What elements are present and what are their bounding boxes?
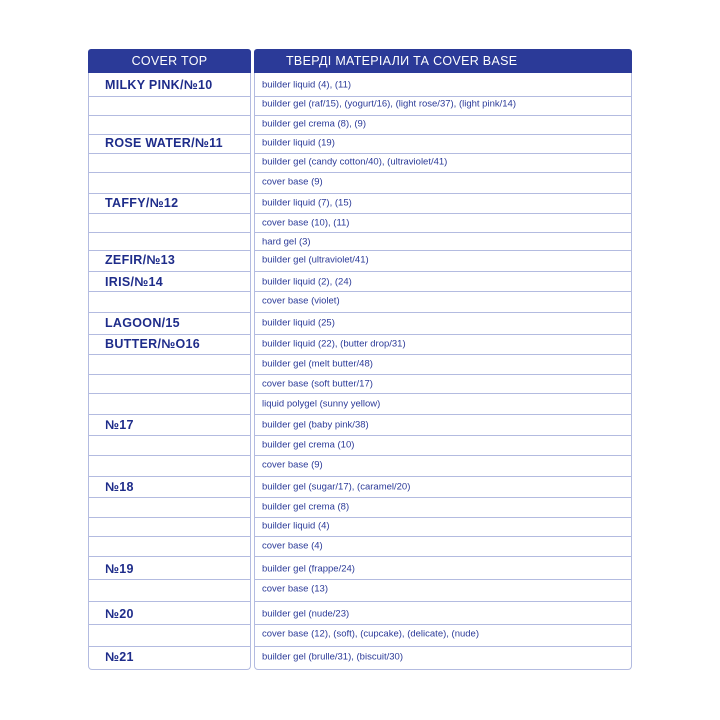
row-divider-cover: [88, 271, 251, 272]
material-entry: builder gel (ultraviolet/41): [262, 254, 369, 266]
row-divider-material: [254, 250, 632, 251]
row-divider-material: [254, 334, 632, 335]
row-divider-cover: [88, 193, 251, 194]
row-divider-material: [254, 517, 632, 518]
header-cover-top: COVER TOP: [88, 49, 251, 73]
row-divider-cover: [88, 374, 251, 375]
cover-top-name: LAGOON/15: [105, 316, 180, 330]
material-entry: cover base (12), (soft), (cupcake), (delicate), (nude): [262, 628, 480, 640]
row-divider-cover: [88, 414, 251, 415]
row-divider-cover: [88, 624, 251, 625]
material-entry: builder gel (raf/15), (yogurt/16), (light rose/37), (light pink/14): [262, 98, 516, 110]
row-divider-cover: [88, 393, 251, 394]
row-divider-material: [254, 601, 632, 602]
cover-top-name: MILKY PINK/№10: [105, 78, 213, 92]
material-entry: builder gel (melt butter/48): [262, 358, 373, 370]
row-divider-material: [254, 579, 632, 580]
row-divider-material: [254, 213, 632, 214]
row-divider-material: [254, 354, 632, 355]
material-entry: builder gel (brulle/31), (biscuit/30): [262, 651, 403, 663]
row-divider-cover: [88, 455, 251, 456]
row-divider-material: [254, 134, 632, 135]
row-divider-cover: [88, 556, 251, 557]
cover-top-name: BUTTER/№O16: [105, 337, 201, 351]
row-divider-material: [254, 153, 632, 154]
material-entry: builder gel (candy cotton/40), (ultraviolet/41): [262, 156, 448, 168]
material-entry: cover base (violet): [262, 295, 340, 307]
row-divider-material: [254, 435, 632, 436]
row-divider-material: [254, 476, 632, 477]
cover-top-name: ROSE WATER/№11: [105, 136, 223, 150]
row-divider-cover: [88, 153, 251, 154]
cover-top-name: IRIS/№14: [105, 275, 164, 289]
material-entry: builder gel crema (10): [262, 439, 355, 451]
row-divider-cover: [88, 172, 251, 173]
row-divider-material: [254, 115, 632, 116]
row-divider-material: [254, 556, 632, 557]
material-entry: cover base (10), (11): [262, 217, 350, 229]
cover-top-name: №18: [105, 480, 134, 494]
row-divider-material: [254, 393, 632, 394]
row-divider-material: [254, 172, 632, 173]
material-entry: builder liquid (4): [262, 520, 330, 532]
row-divider-cover: [88, 312, 251, 313]
row-divider-material: [254, 291, 632, 292]
row-divider-material: [254, 414, 632, 415]
material-entry: builder liquid (19): [262, 137, 335, 149]
material-entry: builder liquid (25): [262, 317, 335, 329]
row-divider-material: [254, 374, 632, 375]
row-divider-cover: [88, 334, 251, 335]
row-divider-cover: [88, 115, 251, 116]
row-divider-cover: [88, 134, 251, 135]
row-divider-cover: [88, 497, 251, 498]
cover-top-name: ZEFIR/№13: [105, 253, 176, 267]
material-entry: builder liquid (2), (24): [262, 276, 352, 288]
cover-top-name: №21: [105, 650, 134, 664]
row-divider-material: [254, 455, 632, 456]
cover-top-name: №20: [105, 607, 134, 621]
row-divider-cover: [88, 579, 251, 580]
row-divider-cover: [88, 536, 251, 537]
row-divider-cover: [88, 291, 251, 292]
cover-top-name: №19: [105, 562, 134, 576]
material-entry: builder gel (frappe/24): [262, 563, 355, 575]
row-divider-cover: [88, 476, 251, 477]
material-entry: cover base (9): [262, 459, 323, 471]
material-entry: cover base (soft butter/17): [262, 378, 373, 390]
material-entry: builder liquid (7), (15): [262, 197, 352, 209]
cover-top-name: №17: [105, 418, 134, 432]
row-divider-material: [254, 271, 632, 272]
row-divider-cover: [88, 96, 251, 97]
material-entry: builder liquid (4), (11): [262, 79, 352, 91]
row-divider-cover: [88, 517, 251, 518]
row-divider-material: [254, 96, 632, 97]
header-materials: ТВЕРДІ МАТЕРІАЛИ ТА COVER BASE: [254, 49, 632, 73]
material-entry: builder liquid (22), (butter drop/31): [262, 338, 406, 350]
row-divider-material: [254, 624, 632, 625]
material-entry: builder gel crema (8), (9): [262, 118, 367, 130]
row-divider-material: [254, 312, 632, 313]
row-divider-cover: [88, 213, 251, 214]
row-divider-material: [254, 193, 632, 194]
material-entry: builder gel (sugar/17), (caramel/20): [262, 481, 411, 493]
row-divider-cover: [88, 646, 251, 647]
material-entry: builder gel crema (8): [262, 501, 350, 513]
material-entry: builder gel (nude/23): [262, 608, 350, 620]
material-entry: liquid polygel (sunny yellow): [262, 398, 381, 410]
row-divider-cover: [88, 435, 251, 436]
material-entry: cover base (9): [262, 176, 323, 188]
row-divider-cover: [88, 250, 251, 251]
row-divider-cover: [88, 601, 251, 602]
cover-top-name: TAFFY/№12: [105, 196, 179, 210]
material-entry: builder gel (baby pink/38): [262, 419, 369, 431]
row-divider-material: [254, 497, 632, 498]
row-divider-material: [254, 646, 632, 647]
material-entry: cover base (4): [262, 540, 323, 552]
row-divider-cover: [88, 354, 251, 355]
material-entry: hard gel (3): [262, 236, 311, 248]
row-divider-material: [254, 232, 632, 233]
material-entry: cover base (13): [262, 583, 329, 595]
row-divider-cover: [88, 232, 251, 233]
row-divider-material: [254, 536, 632, 537]
